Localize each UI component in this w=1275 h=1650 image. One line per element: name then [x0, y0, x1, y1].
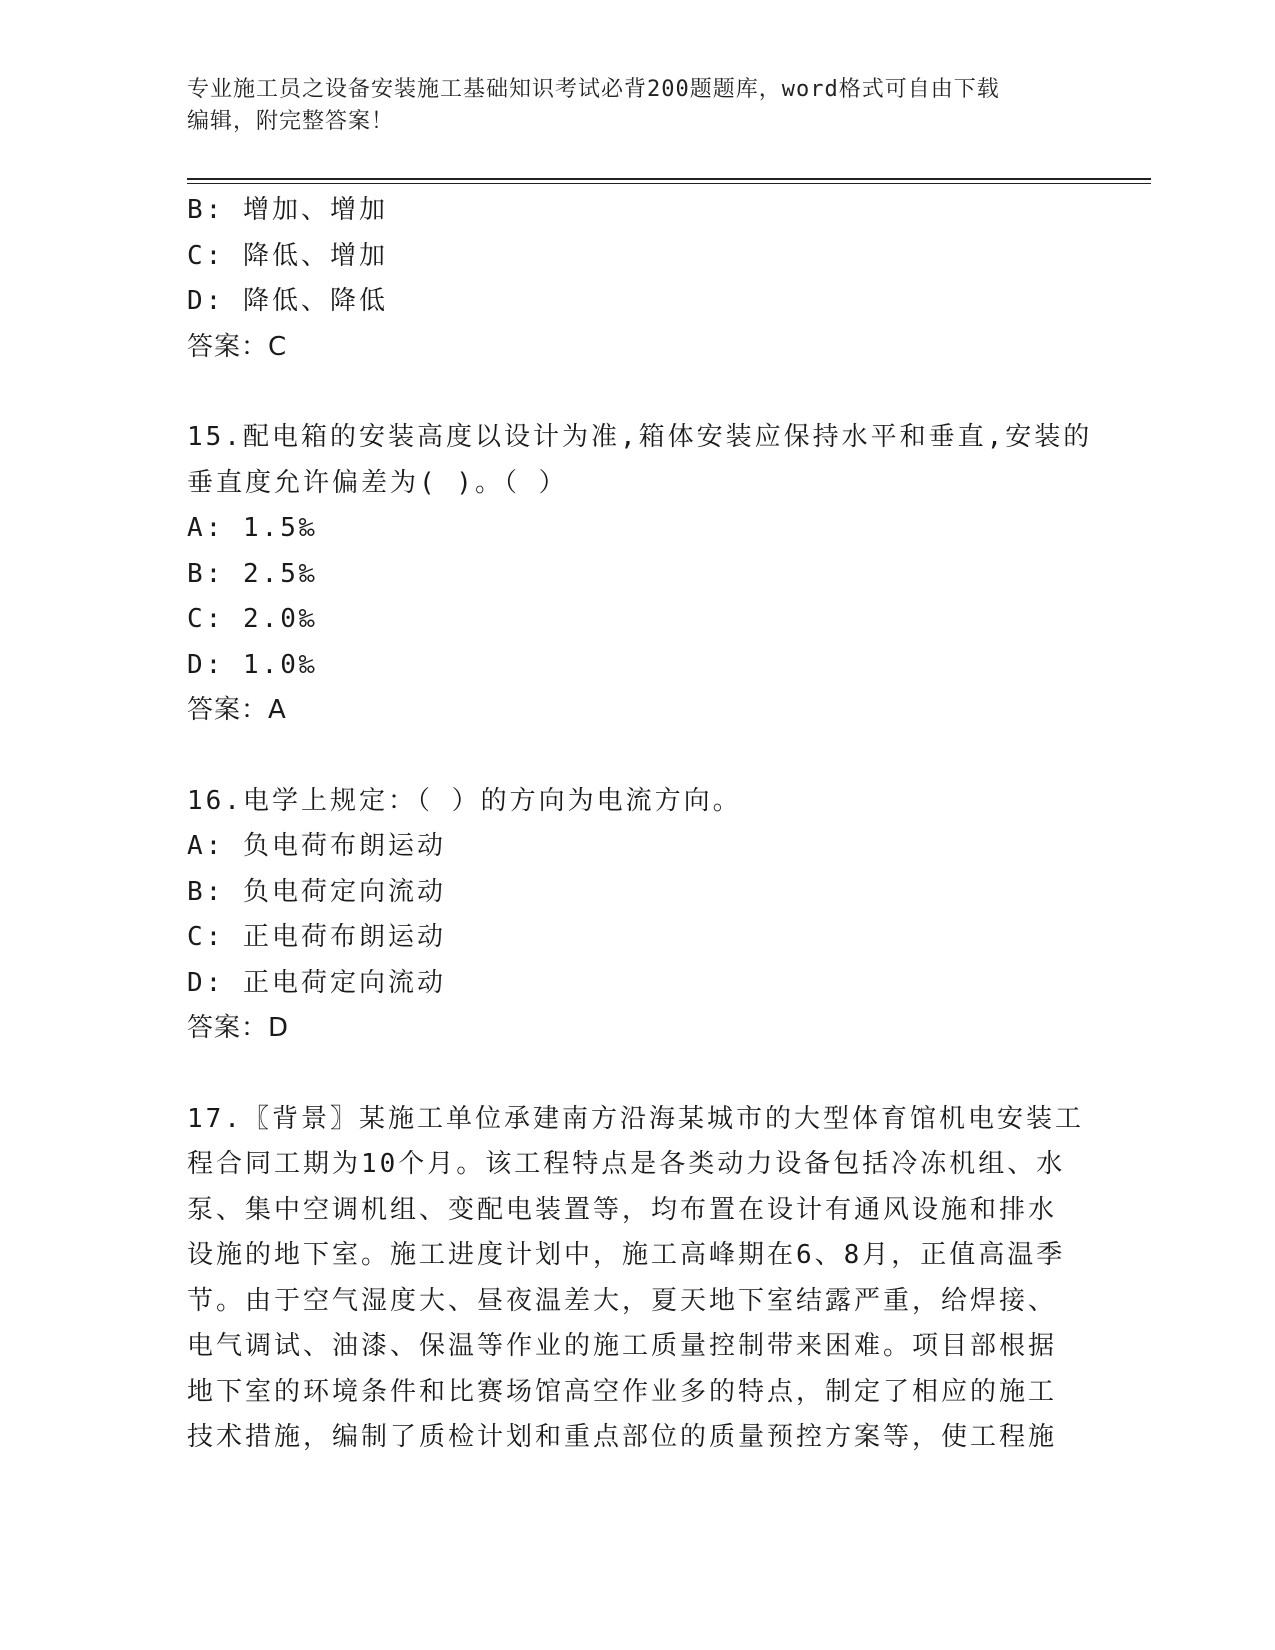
- spacer: [187, 734, 1107, 779]
- option-c: C: 2.0‰: [187, 604, 318, 634]
- question-stem: 15.配电箱的安装高度以设计为准,箱体安装应保持水平和垂直,安装的: [187, 422, 1093, 452]
- document-body: [187, 188, 1107, 1461]
- paragraph-line: 程合同工期为10个月。该工程特点是各类动力设备包括冷冻机组、水: [187, 1149, 1066, 1179]
- option-a: A: 负电荷布朗运动: [187, 831, 446, 861]
- header-divider-thick: [187, 178, 1151, 180]
- option-a: A: 1.5‰: [187, 513, 318, 543]
- question-15: [187, 415, 1107, 734]
- option-d: D: 正电荷定向流动: [187, 967, 446, 998]
- question-14: [187, 188, 1107, 370]
- paragraph-line: 技术措施，编制了质检计划和重点部位的质量预控方案等，使工程施: [187, 1422, 1058, 1452]
- answer-label: 答案：A: [187, 695, 287, 725]
- question-stem: 垂直度允许偏差为( )。（ ）: [187, 467, 568, 498]
- header-divider-thin: [187, 183, 1151, 184]
- option-b: B: 2.5‰: [187, 558, 318, 589]
- question-stem: 16.电学上规定：（ ）的方向为电流方向。: [187, 785, 742, 816]
- paragraph-line: 节。由于空气湿度大、昼夜温差大，夏天地下室结露严重，给焊接、: [187, 1285, 1058, 1316]
- option-c: C: 降低、增加: [187, 240, 388, 271]
- document-header: [187, 74, 1087, 138]
- answer-label: 答案：D: [187, 1013, 290, 1043]
- spacer: [187, 1052, 1107, 1097]
- option-d: D: 1.0‰: [187, 649, 318, 680]
- paragraph-line: 17.〖背景〗某施工单位承建南方沿海某城市的大型体育馆机电安装工: [187, 1103, 1084, 1134]
- question-16: [187, 779, 1107, 1052]
- option-b: B: 增加、增加: [187, 195, 388, 225]
- option-b: B: 负电荷定向流动: [187, 876, 446, 907]
- paragraph-line: 电气调试、油漆、保温等作业的施工质量控制带来困难。项目部根据: [187, 1331, 1058, 1361]
- question-17: [187, 1097, 1084, 1461]
- option-c: C: 正电荷布朗运动: [187, 922, 446, 952]
- paragraph-line: 地下室的环境条件和比赛场馆高空作业多的特点，制定了相应的施工: [187, 1376, 1058, 1407]
- answer-label: 答案：C: [187, 331, 288, 362]
- header-line-1: 专业施工员之设备安装施工基础知识考试必背200题题库，word格式可自由下载: [187, 77, 1000, 102]
- header-line-2: 编辑，附完整答案！: [187, 109, 395, 134]
- paragraph-line: 设施的地下室。施工进度计划中，施工高峰期在6、8月，正值高温季: [187, 1240, 1066, 1270]
- option-d: D: 降低、降低: [187, 286, 388, 316]
- paragraph-line: 泵、集中空调机组、变配电装置等，均布置在设计有通风设施和排水: [187, 1194, 1058, 1225]
- spacer: [187, 370, 1107, 415]
